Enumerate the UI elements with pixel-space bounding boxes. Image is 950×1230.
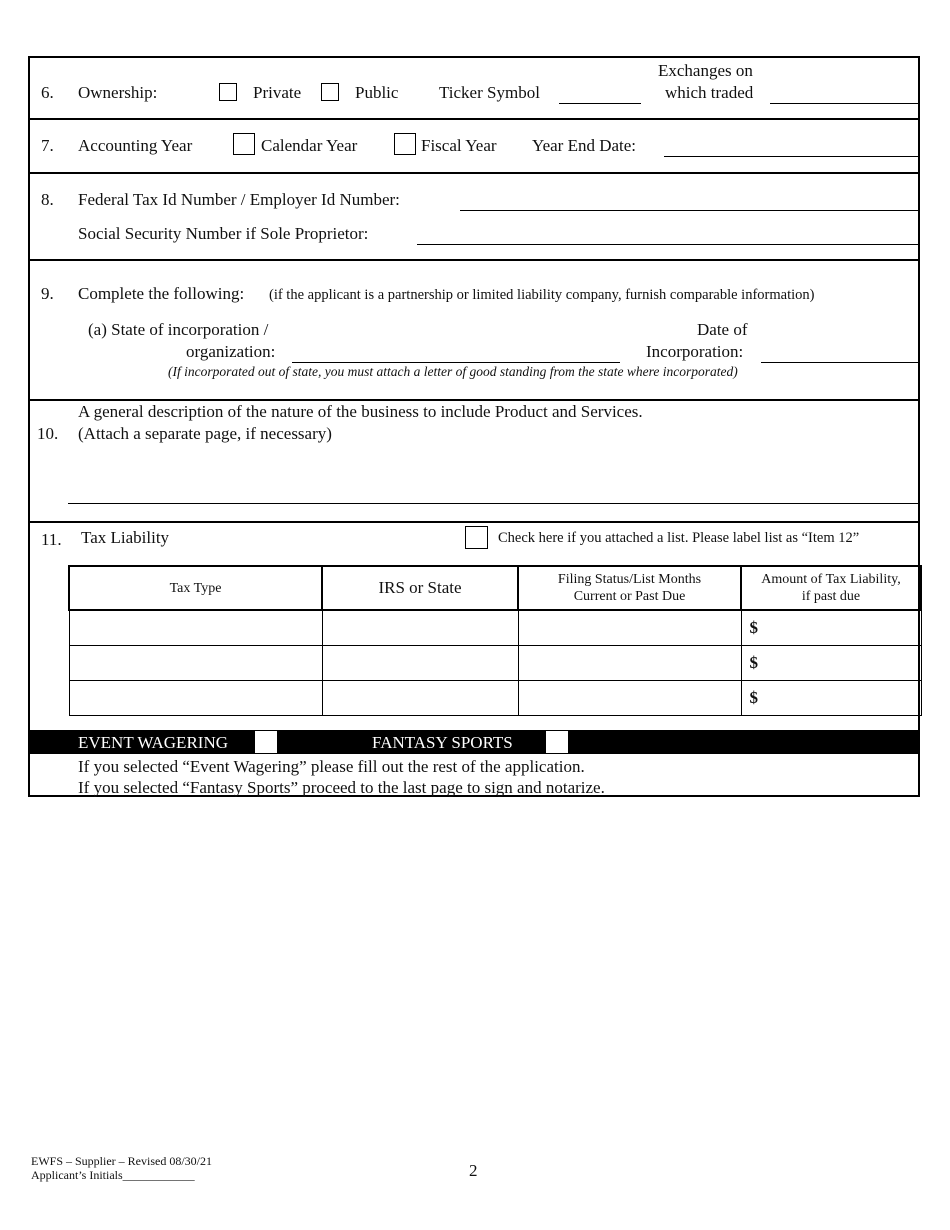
fiscal-year-label: Fiscal Year <box>421 136 497 155</box>
tax-liability-label: Tax Liability <box>81 528 170 547</box>
year-end-date-label: Year End Date: <box>532 136 637 155</box>
table-row <box>69 681 921 716</box>
dollar-sign: $ <box>749 653 758 672</box>
section-7-number: 7. <box>41 136 54 155</box>
private-label: Private <box>253 83 302 102</box>
attached-list-checkbox[interactable] <box>465 526 488 549</box>
header-amount-line2: if past due <box>801 589 861 604</box>
header-filing-status <box>518 566 741 610</box>
footer-applicant-initials: Applicant’s Initials____________ <box>31 1168 195 1182</box>
accounting-year-label: Accounting Year <box>78 136 193 155</box>
instruction-fantasy-sports: If you selected “Fantasy Sports” proceed to the last page to sign and notarize. <box>78 778 605 797</box>
divider-8-9 <box>28 259 920 261</box>
header-amount-line1: Amount of Tax Liability, <box>761 572 901 587</box>
divider-7-8 <box>28 172 920 174</box>
state-incorporation-label-line2: organization: <box>186 342 276 361</box>
section-10-number: 10. <box>37 424 59 443</box>
irs-state-cell[interactable] <box>322 646 518 681</box>
ssn-label: Social Security Number if Sole Proprietor: <box>78 224 369 243</box>
private-checkbox[interactable] <box>219 83 237 101</box>
date-incorporation-label-line1: Date of <box>697 320 748 339</box>
fein-field[interactable] <box>460 210 920 211</box>
irs-state-cell[interactable] <box>322 681 518 716</box>
date-incorporation-field[interactable] <box>761 362 920 363</box>
page-number: 2 <box>469 1161 478 1180</box>
table-row <box>69 646 921 681</box>
section-11-number: 11. <box>41 530 62 549</box>
divider-6-7 <box>28 118 920 120</box>
dollar-sign: $ <box>749 618 758 637</box>
complete-following-note: (if the applicant is a partnership or limited liability company, furnish comparable information) <box>269 287 815 303</box>
header-irs-state-label: IRS or State <box>378 578 462 597</box>
header-filing-status-line2: Current or Past Due <box>573 589 686 604</box>
table-row <box>69 610 921 646</box>
amount-cell[interactable] <box>741 681 921 716</box>
header-irs-state <box>322 566 518 610</box>
dollar-sign: $ <box>749 688 758 707</box>
event-wagering-checkbox[interactable] <box>255 731 277 753</box>
section-8-number: 8. <box>41 190 54 209</box>
exchanges-label-line2: which traded <box>665 83 754 102</box>
state-incorporation-field[interactable] <box>292 362 620 363</box>
business-description-line2: (Attach a separate page, if necessary) <box>78 424 332 443</box>
calendar-year-checkbox[interactable] <box>233 133 255 155</box>
business-description-field[interactable] <box>68 503 920 504</box>
tax-type-cell[interactable] <box>69 610 322 646</box>
table-header-row <box>69 566 921 610</box>
selection-banner <box>30 730 918 754</box>
calendar-year-label: Calendar Year <box>261 136 358 155</box>
ticker-symbol-field[interactable] <box>559 103 641 104</box>
footer-form-id: EWFS – Supplier – Revised 08/30/21 <box>31 1154 212 1168</box>
header-tax-type <box>69 566 322 610</box>
fiscal-year-checkbox[interactable] <box>394 133 416 155</box>
fantasy-sports-label: FANTASY SPORTS <box>372 733 513 752</box>
public-checkbox[interactable] <box>321 83 339 101</box>
event-wagering-label: EVENT WAGERING <box>78 733 228 752</box>
divider-10-11 <box>28 521 920 523</box>
ticker-symbol-label: Ticker Symbol <box>439 83 540 102</box>
attached-list-label: Check here if you attached a list. Please label list as “Item 12” <box>498 530 860 546</box>
header-amount <box>741 566 921 610</box>
good-standing-note: (If incorporated out of state, you must attach a letter of good standing from the state where incorporated) <box>168 364 738 379</box>
header-filing-status-line1: Filing Status/List Months <box>557 572 702 587</box>
tax-type-cell[interactable] <box>69 646 322 681</box>
fantasy-sports-checkbox[interactable] <box>546 731 568 753</box>
business-description-line1: A general description of the nature of the business to include Product and Services. <box>78 402 643 421</box>
year-end-date-field[interactable] <box>664 156 920 157</box>
amount-cell[interactable] <box>741 646 921 681</box>
filing-status-cell[interactable] <box>518 681 741 716</box>
header-tax-type-label: Tax Type <box>169 580 222 596</box>
instruction-event-wagering: If you selected “Event Wagering” please fill out the rest of the application. <box>78 757 585 776</box>
ownership-label: Ownership: <box>78 83 158 102</box>
divider-9-10 <box>28 399 920 401</box>
section-6-number: 6. <box>41 83 54 102</box>
fein-label: Federal Tax Id Number / Employer Id Number: <box>78 190 400 209</box>
filing-status-cell[interactable] <box>518 610 741 646</box>
public-label: Public <box>355 83 399 102</box>
exchanges-field[interactable] <box>770 103 920 104</box>
complete-following-label: Complete the following: <box>78 284 245 303</box>
state-incorporation-label-line1: (a) State of incorporation / <box>88 320 269 339</box>
exchanges-label-line1: Exchanges on <box>658 61 753 80</box>
section-9-number: 9. <box>41 284 54 303</box>
filing-status-cell[interactable] <box>518 646 741 681</box>
tax-type-cell[interactable] <box>69 681 322 716</box>
amount-cell[interactable] <box>741 610 921 646</box>
date-incorporation-label-line2: Incorporation: <box>646 342 744 361</box>
irs-state-cell[interactable] <box>322 610 518 646</box>
tax-liability-table <box>68 565 922 716</box>
ssn-field[interactable] <box>417 244 920 245</box>
